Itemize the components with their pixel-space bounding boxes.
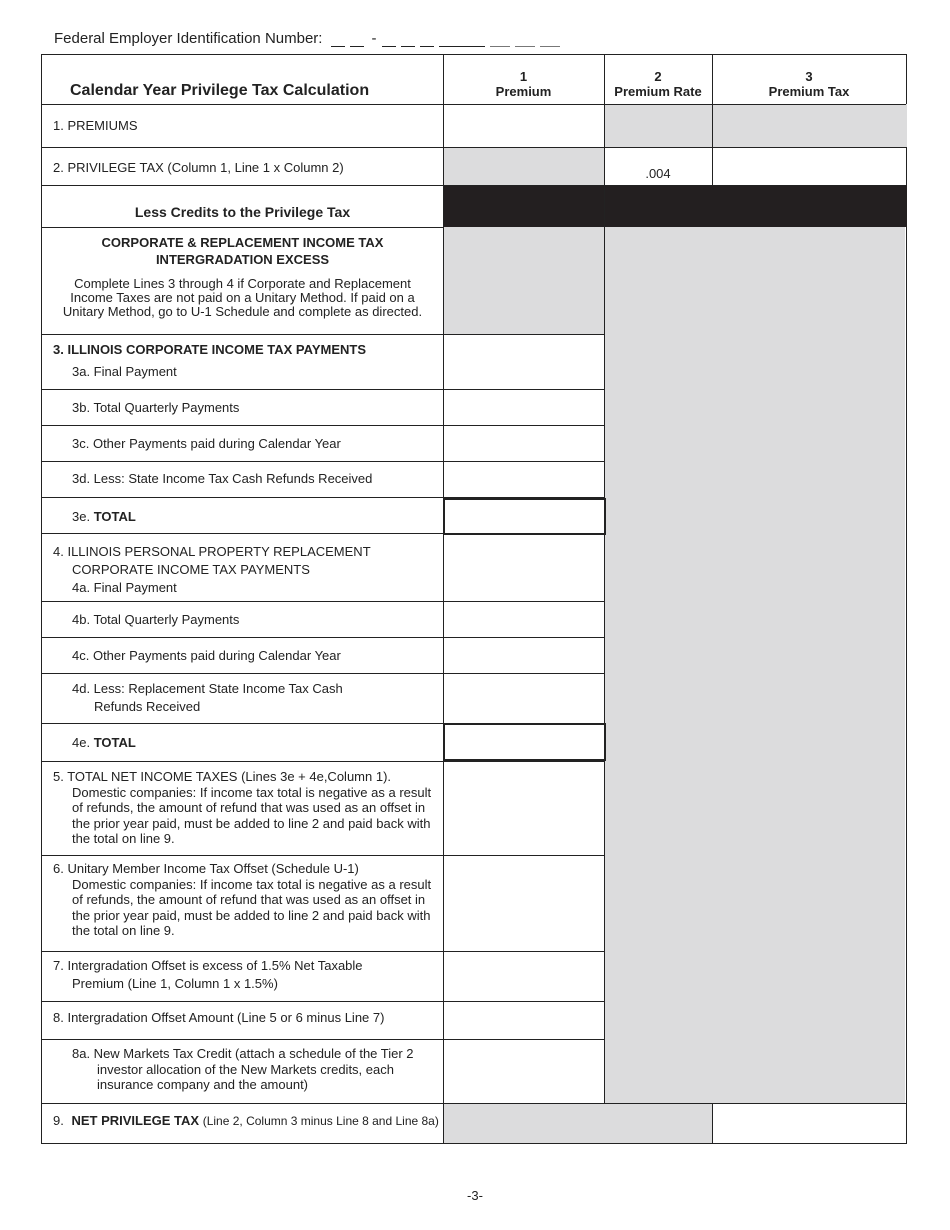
line-4e-total-label: TOTAL bbox=[93, 735, 136, 750]
corp-heading-line-2: INTERGRADATION EXCESS bbox=[155, 252, 330, 267]
column-1-header bbox=[443, 69, 604, 99]
line-4-label-line-2: CORPORATE INCOME TAX PAYMENTS bbox=[72, 562, 310, 577]
column-2-number: 2 bbox=[654, 69, 662, 84]
corp-note-line-2: Income Taxes are not paid on a Unitary Method. If paid on a bbox=[70, 290, 415, 305]
line-4a-field[interactable] bbox=[444, 534, 604, 601]
line-6-field[interactable] bbox=[444, 856, 604, 951]
corp-note bbox=[42, 277, 443, 319]
fein-blank-1[interactable] bbox=[331, 32, 345, 47]
corp-note-line-3: Unitary Method, go to U-1 Schedule and complete as directed. bbox=[62, 304, 423, 319]
line-3d-field[interactable] bbox=[444, 462, 604, 497]
line-8a-label-line-2: investor allocation of the New Markets credits, each bbox=[97, 1061, 394, 1077]
column-2-header bbox=[604, 69, 712, 99]
line-1-label: 1. PREMIUMS bbox=[53, 118, 138, 133]
corp-heading-line-1: CORPORATE & REPLACEMENT INCOME TAX bbox=[101, 235, 384, 250]
fein-blank-9[interactable] bbox=[540, 32, 560, 47]
page-number: -3- bbox=[467, 1188, 483, 1203]
line-3e-total-label: TOTAL bbox=[93, 509, 136, 524]
line-8a-label bbox=[72, 1046, 414, 1093]
line-1-premium-field[interactable] bbox=[444, 105, 604, 147]
line-3b-field[interactable] bbox=[444, 390, 604, 425]
line-7-label-line-1: 7. Intergradation Offset is excess of 1.5% Net Taxable bbox=[53, 958, 363, 973]
fein-blank-2[interactable] bbox=[350, 32, 364, 47]
fein-blank-8[interactable] bbox=[515, 32, 535, 47]
line-4b-field[interactable] bbox=[444, 602, 604, 637]
line-4d-label-line-1: 4d. Less: Replacement State Income Tax Cash bbox=[72, 681, 343, 696]
corp-heading bbox=[42, 234, 443, 268]
corp-note-line-1: Complete Lines 3 through 4 if Corporate and Replacement bbox=[74, 276, 411, 291]
line-6-label-line-4: the prior year paid, must be added to line 2 and paid back with bbox=[72, 907, 431, 923]
line-3b-label: 3b. Total Quarterly Payments bbox=[72, 400, 240, 415]
fein-blank-5[interactable] bbox=[420, 32, 434, 47]
shade-line2-col1 bbox=[443, 147, 604, 185]
line-2-label: 2. PRIVILEGE TAX (Column 1, Line 1 x Column 2) bbox=[53, 160, 344, 175]
shade-line1-col2-3 bbox=[604, 104, 907, 147]
column-3-label: Premium Tax bbox=[768, 84, 850, 99]
line-4-label-line-1: 4. ILLINOIS PERSONAL PROPERTY REPLACEMENT bbox=[53, 544, 371, 559]
line-6-label-line-2: Domestic companies: If income tax total is negative as a result bbox=[72, 876, 432, 892]
line-6-label-line-3: of refunds, the amount of refund that was used as an offset in bbox=[72, 892, 426, 907]
fein-blank-4[interactable] bbox=[401, 32, 415, 47]
column-1-number: 1 bbox=[519, 69, 528, 84]
line-3a-field[interactable] bbox=[444, 335, 604, 389]
fein-line bbox=[54, 30, 565, 47]
line-3-label: 3. ILLINOIS CORPORATE INCOME TAX PAYMENTS bbox=[53, 342, 366, 357]
line-4a-label: 4a. Final Payment bbox=[72, 580, 177, 595]
line-7-label-line-2: Premium (Line 1, Column 1 x 1.5%) bbox=[72, 976, 278, 991]
privilege-tax-form bbox=[41, 54, 907, 1144]
line-3a-label: 3a. Final Payment bbox=[72, 364, 177, 379]
line-9-bold-label: NET PRIVILEGE TAX bbox=[71, 1113, 200, 1128]
fein-blank-7[interactable] bbox=[490, 32, 510, 47]
column-2-label: Premium Rate bbox=[614, 84, 702, 99]
line-4-label bbox=[53, 543, 371, 597]
column-3-number: 3 bbox=[805, 69, 813, 84]
column-3-header bbox=[712, 69, 906, 99]
form-title: Calendar Year Privilege Tax Calculation bbox=[70, 82, 370, 99]
line-8-field[interactable] bbox=[444, 1002, 604, 1039]
line-2-premium-tax-field[interactable] bbox=[713, 148, 906, 185]
line-2-premium-rate: .004 bbox=[645, 166, 671, 181]
line-5-label-line-3: of refunds, the amount of refund that was used as an offset in bbox=[72, 800, 426, 815]
line-9-instruction: (Line 2, Column 3 minus Line 8 and Line 8a) bbox=[202, 1114, 439, 1128]
line-5-label-line-1: 5. TOTAL NET INCOME TAXES (Lines 3e + 4e,Column 1). bbox=[53, 769, 392, 784]
line-9-label bbox=[53, 1113, 439, 1129]
line-7-label bbox=[53, 957, 363, 993]
fein-blank-6[interactable] bbox=[439, 32, 485, 47]
line-4c-field[interactable] bbox=[444, 638, 604, 673]
line-5-label-line-5: the total on line 9. bbox=[72, 831, 175, 846]
line-4d-field[interactable] bbox=[444, 674, 604, 723]
line-4e-prefix: 4e. bbox=[72, 735, 91, 750]
line-5-label bbox=[53, 769, 431, 847]
line-3e-label bbox=[72, 509, 136, 525]
fein-separator: - bbox=[371, 30, 377, 47]
line-6-label bbox=[53, 861, 431, 939]
line-3e-prefix: 3e. bbox=[72, 509, 91, 524]
line-6-label-line-1: 6. Unitary Member Income Tax Offset (Schedule U-1) bbox=[53, 861, 359, 876]
line-4d-label-line-2: Refunds Received bbox=[94, 699, 201, 714]
fein-blank-3[interactable] bbox=[382, 32, 396, 47]
line-7-field[interactable] bbox=[444, 952, 604, 1001]
line-3d-label: 3d. Less: State Income Tax Cash Refunds Received bbox=[72, 471, 373, 486]
line-8a-label-line-3: insurance company and the amount) bbox=[97, 1077, 309, 1092]
shade-col2-3-credits bbox=[604, 227, 905, 1103]
shade-corp-heading-col1 bbox=[443, 227, 604, 334]
line-6-label-line-5: the total on line 9. bbox=[72, 923, 175, 938]
line-3c-label: 3c. Other Payments paid during Calendar Year bbox=[72, 436, 341, 451]
line-8-label: 8. Intergradation Offset Amount (Line 5 or 6 minus Line 7) bbox=[53, 1010, 385, 1025]
credits-title: Less Credits to the Privilege Tax bbox=[134, 204, 351, 220]
line-8a-label-line-1: 8a. New Markets Tax Credit (attach a schedule of the Tier 2 bbox=[72, 1046, 414, 1061]
line-4e-total-field[interactable] bbox=[443, 723, 606, 761]
line-4e-label bbox=[72, 735, 136, 751]
line-8a-field[interactable] bbox=[444, 1040, 604, 1103]
line-5-label-line-2: Domestic companies: If income tax total is negative as a result bbox=[72, 784, 432, 800]
line-4b-label: 4b. Total Quarterly Payments bbox=[72, 612, 240, 627]
line-9-premium-tax-field[interactable] bbox=[713, 1104, 906, 1143]
black-credits-band bbox=[443, 185, 907, 227]
line-5-label-line-4: the prior year paid, must be added to line 2 and paid back with bbox=[72, 815, 431, 831]
fein-label: Federal Employer Identification Number: bbox=[54, 30, 323, 47]
line-5-field[interactable] bbox=[444, 762, 604, 855]
line-9-prefix: 9. bbox=[53, 1113, 64, 1128]
line-3c-field[interactable] bbox=[444, 426, 604, 461]
line-4c-label: 4c. Other Payments paid during Calendar Year bbox=[72, 648, 341, 663]
line-4d-label bbox=[72, 680, 343, 716]
column-1-label: Premium bbox=[495, 84, 552, 99]
shade-line9-col1-2 bbox=[443, 1103, 712, 1143]
line-3e-total-field[interactable] bbox=[443, 498, 606, 535]
